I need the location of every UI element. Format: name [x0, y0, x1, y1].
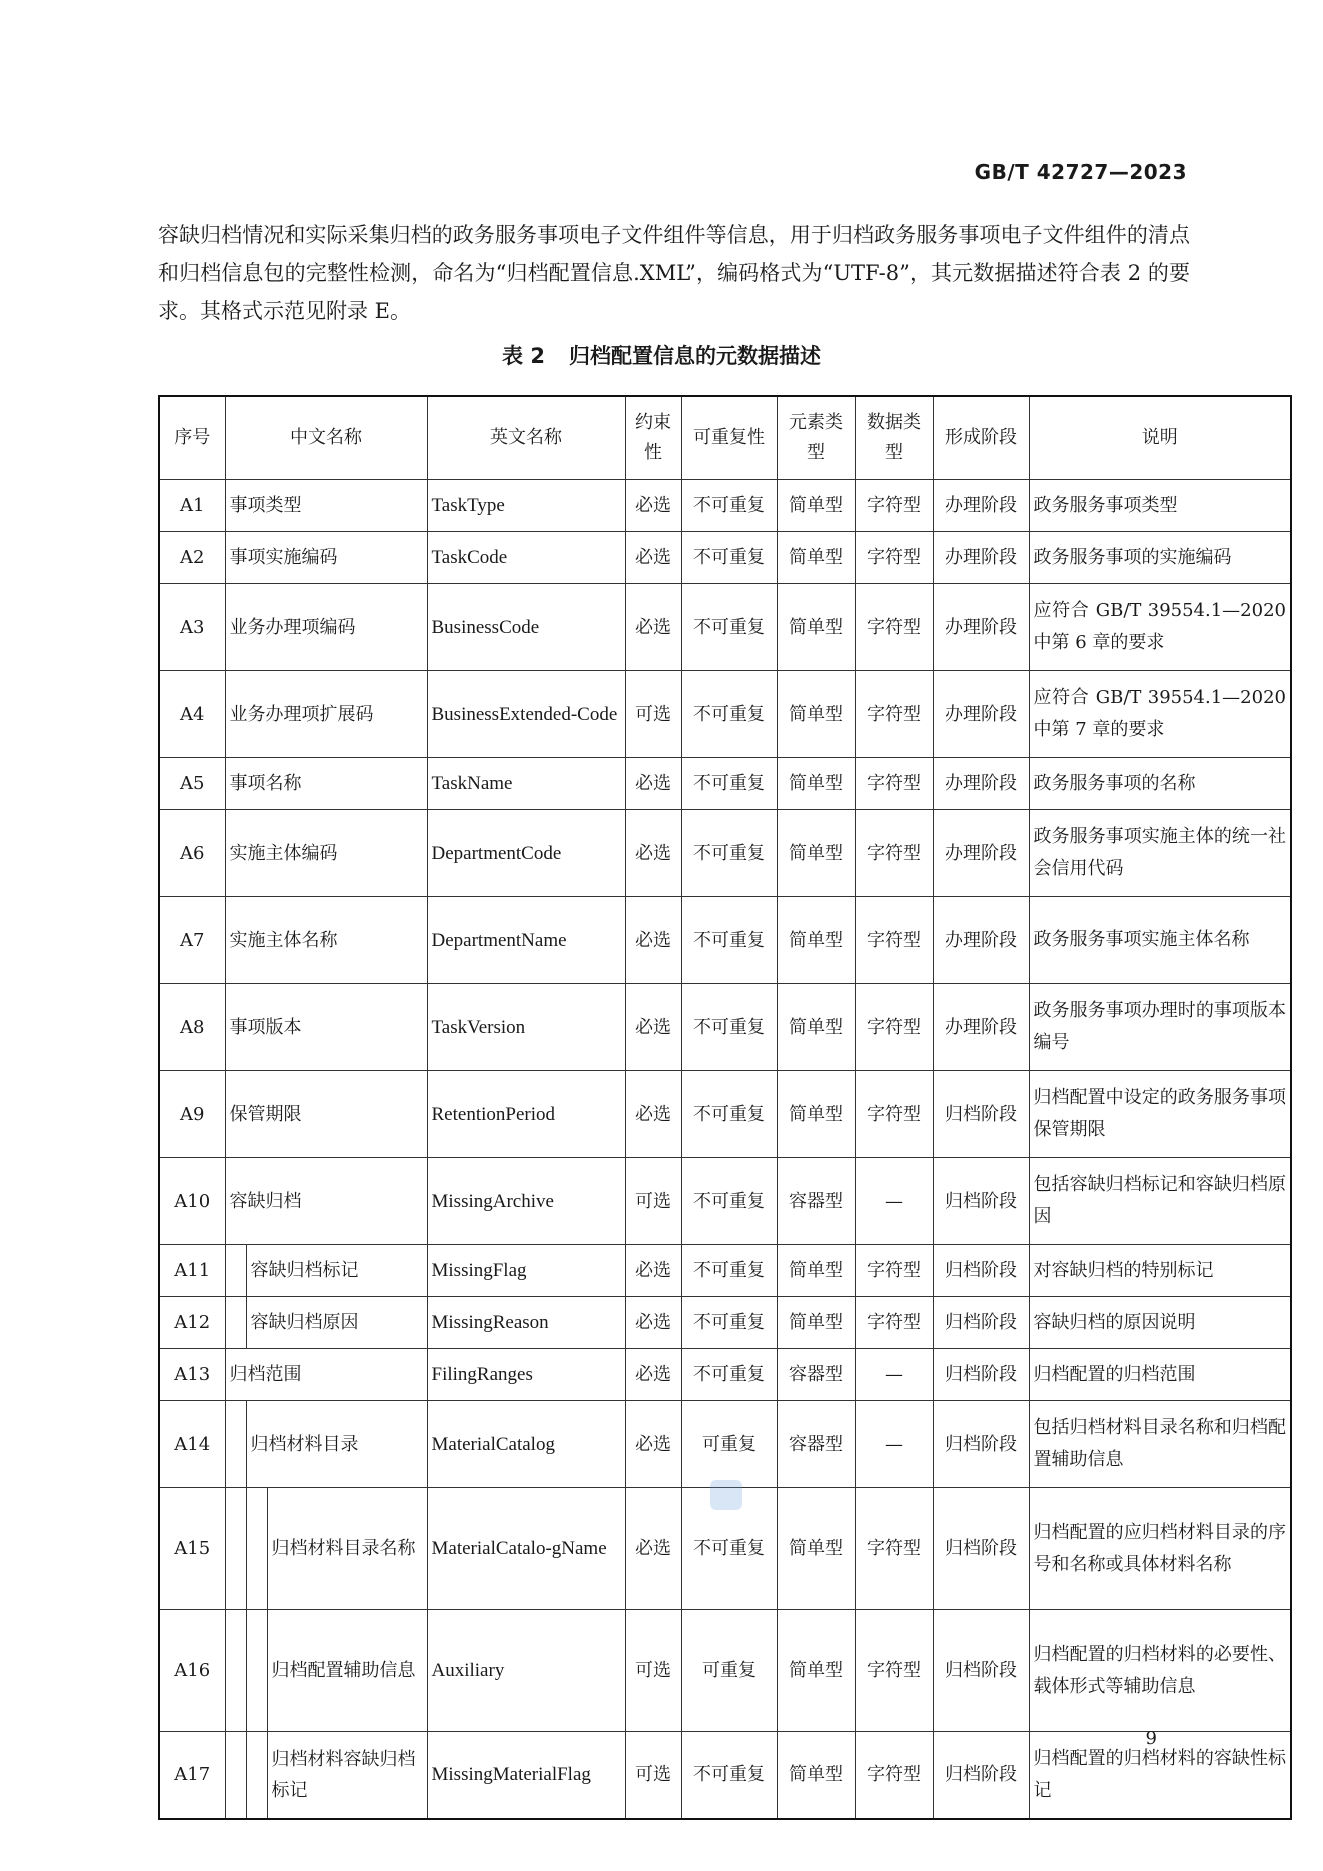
english-name: MissingArchive — [427, 1158, 625, 1245]
indent-cell — [225, 1488, 246, 1610]
row-number: A5 — [159, 758, 225, 810]
description: 应符合 GB/T 39554.1—2020 中第 7 章的要求 — [1029, 671, 1291, 758]
data-type: 字符型 — [855, 1488, 933, 1610]
description: 归档配置的归档材料的容缺性标记 — [1029, 1732, 1291, 1819]
table-row — [159, 1071, 1291, 1158]
english-name: DepartmentCode — [427, 810, 625, 897]
constraint: 可选 — [625, 1158, 681, 1245]
row-number: A1 — [159, 480, 225, 532]
element-type: 简单型 — [777, 1488, 855, 1610]
repeatability: 可重复 — [681, 1401, 777, 1488]
element-type: 容器型 — [777, 1158, 855, 1245]
constraint: 可选 — [625, 1610, 681, 1732]
chinese-name: 归档配置辅助信息 — [267, 1610, 427, 1732]
stage: 办理阶段 — [933, 671, 1029, 758]
stage: 归档阶段 — [933, 1401, 1029, 1488]
stage: 办理阶段 — [933, 897, 1029, 984]
chinese-name: 容缺归档原因 — [246, 1297, 427, 1349]
indent-cell — [225, 1297, 246, 1349]
description: 政务服务事项的实施编码 — [1029, 532, 1291, 584]
element-type: 简单型 — [777, 810, 855, 897]
chinese-name: 事项实施编码 — [225, 532, 427, 584]
row-number: A17 — [159, 1732, 225, 1819]
chinese-name: 事项类型 — [225, 480, 427, 532]
repeatability: 不可重复 — [681, 984, 777, 1071]
element-type: 简单型 — [777, 480, 855, 532]
chinese-name: 容缺归档标记 — [246, 1245, 427, 1297]
header-data-type: 数据类型 — [855, 396, 933, 480]
table-row — [159, 758, 1291, 810]
description: 应符合 GB/T 39554.1—2020 中第 6 章的要求 — [1029, 584, 1291, 671]
table-row — [159, 1401, 1291, 1488]
english-name: TaskType — [427, 480, 625, 532]
element-type: 简单型 — [777, 1610, 855, 1732]
data-type: 字符型 — [855, 584, 933, 671]
row-number: A8 — [159, 984, 225, 1071]
data-type: 字符型 — [855, 897, 933, 984]
row-number: A4 — [159, 671, 225, 758]
english-name: BusinessCode — [427, 584, 625, 671]
english-name: MaterialCatalog — [427, 1401, 625, 1488]
constraint: 可选 — [625, 671, 681, 758]
stage: 归档阶段 — [933, 1732, 1029, 1819]
description: 政务服务事项实施主体名称 — [1029, 897, 1291, 984]
watermark-logo — [708, 1478, 744, 1512]
repeatability: 不可重复 — [681, 671, 777, 758]
stage: 归档阶段 — [933, 1488, 1029, 1610]
chinese-name: 保管期限 — [225, 1071, 427, 1158]
english-name: DepartmentName — [427, 897, 625, 984]
repeatability: 可重复 — [681, 1610, 777, 1732]
repeatability: 不可重复 — [681, 1071, 777, 1158]
constraint: 必选 — [625, 897, 681, 984]
data-type: — — [855, 1158, 933, 1245]
chinese-name: 业务办理项编码 — [225, 584, 427, 671]
constraint: 必选 — [625, 1401, 681, 1488]
header-element-type: 元素类型 — [777, 396, 855, 480]
metadata-table — [158, 395, 1292, 1820]
data-type: 字符型 — [855, 1297, 933, 1349]
stage: 办理阶段 — [933, 480, 1029, 532]
constraint: 必选 — [625, 1488, 681, 1610]
table-row — [159, 480, 1291, 532]
repeatability: 不可重复 — [681, 532, 777, 584]
repeatability: 不可重复 — [681, 810, 777, 897]
stage: 归档阶段 — [933, 1158, 1029, 1245]
repeatability: 不可重复 — [681, 1732, 777, 1819]
stage: 办理阶段 — [933, 584, 1029, 671]
table-row — [159, 1732, 1291, 1819]
element-type: 简单型 — [777, 671, 855, 758]
data-type: 字符型 — [855, 671, 933, 758]
english-name: MissingFlag — [427, 1245, 625, 1297]
stage: 归档阶段 — [933, 1297, 1029, 1349]
table-row — [159, 1158, 1291, 1245]
repeatability: 不可重复 — [681, 1158, 777, 1245]
chinese-name: 归档材料目录名称 — [267, 1488, 427, 1610]
repeatability: 不可重复 — [681, 1488, 777, 1610]
header-no: 序号 — [159, 396, 225, 480]
element-type: 容器型 — [777, 1349, 855, 1401]
row-number: A9 — [159, 1071, 225, 1158]
header-stage: 形成阶段 — [933, 396, 1029, 480]
row-number: A3 — [159, 584, 225, 671]
table-row — [159, 984, 1291, 1071]
row-number: A11 — [159, 1245, 225, 1297]
row-number: A13 — [159, 1349, 225, 1401]
row-number: A10 — [159, 1158, 225, 1245]
row-number: A7 — [159, 897, 225, 984]
repeatability: 不可重复 — [681, 480, 777, 532]
table-caption — [0, 340, 1323, 370]
data-type: 字符型 — [855, 1732, 933, 1819]
stage: 归档阶段 — [933, 1349, 1029, 1401]
repeatability: 不可重复 — [681, 1297, 777, 1349]
chinese-name: 归档材料目录 — [246, 1401, 427, 1488]
constraint: 可选 — [625, 1732, 681, 1819]
data-type: 字符型 — [855, 480, 933, 532]
data-type: 字符型 — [855, 532, 933, 584]
repeatability: 不可重复 — [681, 758, 777, 810]
standard-code: GB/T 42727—2023 — [974, 160, 1187, 184]
constraint: 必选 — [625, 584, 681, 671]
english-name: TaskName — [427, 758, 625, 810]
table-title: 归档配置信息的元数据描述 — [568, 344, 821, 368]
data-type: 字符型 — [855, 810, 933, 897]
constraint: 必选 — [625, 758, 681, 810]
repeatability: 不可重复 — [681, 1349, 777, 1401]
indent-cell — [225, 1732, 246, 1819]
description: 包括归档材料目录名称和归档配置辅助信息 — [1029, 1401, 1291, 1488]
table-number: 表 2 — [502, 344, 545, 368]
indent-cell — [225, 1245, 246, 1297]
element-type: 简单型 — [777, 532, 855, 584]
english-name: MissingReason — [427, 1297, 625, 1349]
table-row — [159, 584, 1291, 671]
chinese-name: 归档范围 — [225, 1349, 427, 1401]
description: 政务服务事项实施主体的统一社会信用代码 — [1029, 810, 1291, 897]
english-name: BusinessExtended-Code — [427, 671, 625, 758]
row-number: A14 — [159, 1401, 225, 1488]
element-type: 简单型 — [777, 1245, 855, 1297]
element-type: 简单型 — [777, 584, 855, 671]
indent-cell — [225, 1610, 246, 1732]
constraint: 必选 — [625, 810, 681, 897]
element-type: 简单型 — [777, 1297, 855, 1349]
english-name: MaterialCatalo-gName — [427, 1488, 625, 1610]
constraint: 必选 — [625, 1245, 681, 1297]
description: 归档配置中设定的政务服务事项保管期限 — [1029, 1071, 1291, 1158]
element-type: 简单型 — [777, 897, 855, 984]
data-type: 字符型 — [855, 1071, 933, 1158]
row-number: A15 — [159, 1488, 225, 1610]
header-repeat: 可重复性 — [681, 396, 777, 480]
description: 归档配置的应归档材料目录的序号和名称或具体材料名称 — [1029, 1488, 1291, 1610]
constraint: 必选 — [625, 480, 681, 532]
row-number: A12 — [159, 1297, 225, 1349]
stage: 归档阶段 — [933, 1071, 1029, 1158]
chinese-name: 业务办理项扩展码 — [225, 671, 427, 758]
constraint: 必选 — [625, 984, 681, 1071]
chinese-name: 事项版本 — [225, 984, 427, 1071]
indent-cell — [246, 1610, 267, 1732]
data-type: 字符型 — [855, 758, 933, 810]
element-type: 简单型 — [777, 1732, 855, 1819]
table-row — [159, 671, 1291, 758]
chinese-name: 实施主体名称 — [225, 897, 427, 984]
header-en: 英文名称 — [427, 396, 625, 480]
stage: 办理阶段 — [933, 984, 1029, 1071]
element-type: 容器型 — [777, 1401, 855, 1488]
stage: 办理阶段 — [933, 758, 1029, 810]
indent-cell — [246, 1488, 267, 1610]
element-type: 简单型 — [777, 1071, 855, 1158]
table-row — [159, 810, 1291, 897]
english-name: MissingMaterialFlag — [427, 1732, 625, 1819]
data-type: 字符型 — [855, 984, 933, 1071]
constraint: 必选 — [625, 1297, 681, 1349]
repeatability: 不可重复 — [681, 584, 777, 671]
description: 归档配置的归档材料的必要性、载体形式等辅助信息 — [1029, 1610, 1291, 1732]
repeatability: 不可重复 — [681, 897, 777, 984]
table-row — [159, 897, 1291, 984]
table-header-row — [159, 396, 1291, 480]
data-type: — — [855, 1401, 933, 1488]
chinese-name: 容缺归档 — [225, 1158, 427, 1245]
row-number: A2 — [159, 532, 225, 584]
repeatability: 不可重复 — [681, 1245, 777, 1297]
stage: 办理阶段 — [933, 532, 1029, 584]
header-desc: 说明 — [1029, 396, 1291, 480]
data-type: 字符型 — [855, 1245, 933, 1297]
description: 政务服务事项的名称 — [1029, 758, 1291, 810]
table-row — [159, 532, 1291, 584]
description: 政务服务事项类型 — [1029, 480, 1291, 532]
header-constraint: 约束性 — [625, 396, 681, 480]
stage: 归档阶段 — [933, 1610, 1029, 1732]
description: 包括容缺归档标记和容缺归档原因 — [1029, 1158, 1291, 1245]
stage: 办理阶段 — [933, 810, 1029, 897]
indent-cell — [225, 1401, 246, 1488]
row-number: A6 — [159, 810, 225, 897]
row-number: A16 — [159, 1610, 225, 1732]
intro-paragraph: 容缺归档情况和实际采集归档的政务服务事项电子文件组件等信息，用于归档政务服务事项电子文件组件的清点和归档信息包的完整性检测，命名为“归档配置信息.XML”，编码格式为“UTF-8”，其元数据描述符合表 2 的要求。其格式示范见附录 E。 — [158, 223, 1190, 323]
constraint: 必选 — [625, 1349, 681, 1401]
constraint: 必选 — [625, 532, 681, 584]
table-row — [159, 1245, 1291, 1297]
description: 对容缺归档的特别标记 — [1029, 1245, 1291, 1297]
element-type: 简单型 — [777, 984, 855, 1071]
description: 容缺归档的原因说明 — [1029, 1297, 1291, 1349]
table-row — [159, 1610, 1291, 1732]
stage: 归档阶段 — [933, 1245, 1029, 1297]
indent-cell — [246, 1732, 267, 1819]
english-name: RetentionPeriod — [427, 1071, 625, 1158]
chinese-name: 事项名称 — [225, 758, 427, 810]
data-type: 字符型 — [855, 1610, 933, 1732]
english-name: TaskCode — [427, 532, 625, 584]
page-number: 9 — [1145, 1728, 1157, 1749]
data-type: — — [855, 1349, 933, 1401]
chinese-name: 归档材料容缺归档标记 — [267, 1732, 427, 1819]
header-cn: 中文名称 — [225, 396, 427, 480]
table-row — [159, 1297, 1291, 1349]
english-name: TaskVersion — [427, 984, 625, 1071]
english-name: FilingRanges — [427, 1349, 625, 1401]
constraint: 必选 — [625, 1071, 681, 1158]
description: 归档配置的归档范围 — [1029, 1349, 1291, 1401]
element-type: 简单型 — [777, 758, 855, 810]
table-row — [159, 1349, 1291, 1401]
english-name: Auxiliary — [427, 1610, 625, 1732]
description: 政务服务事项办理时的事项版本编号 — [1029, 984, 1291, 1071]
chinese-name: 实施主体编码 — [225, 810, 427, 897]
